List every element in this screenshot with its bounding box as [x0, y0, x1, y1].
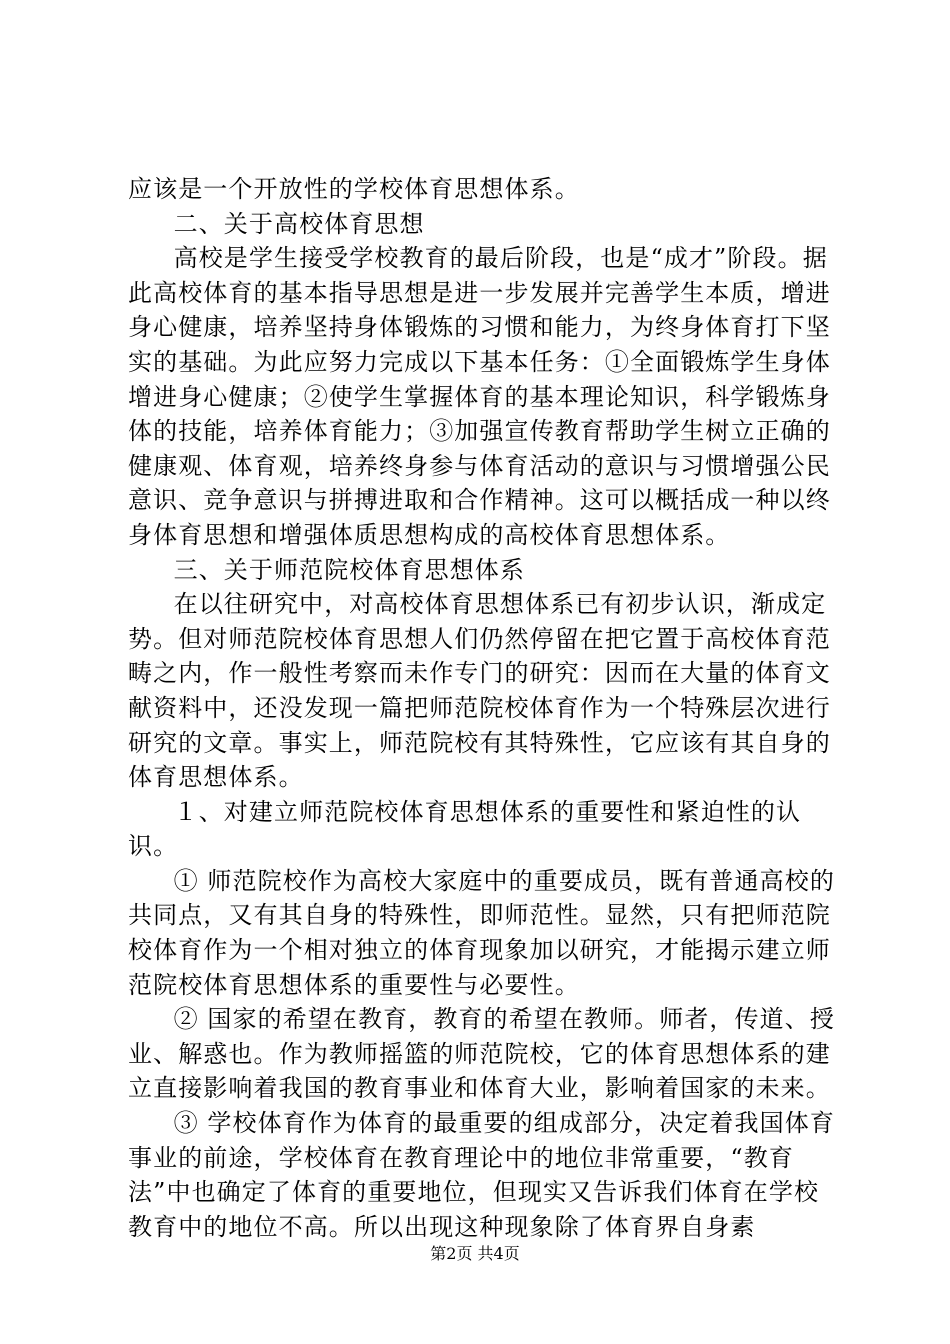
- list-item-3: ③ 学校体育作为体育的最重要的组成部分，决定着我国体育事业的前途，学校体育在教育理论中的地位非常重要，“教育法”中也确定了体育的重要地位，但现实又告诉我们体育在学校教育中的地位不高。所以出现这种现象除了体育界自身素: [128, 1109, 835, 1241]
- page-footer: [0, 1244, 950, 1264]
- subsection-heading-1: １、对建立师范院校体育思想体系的重要性和紧迫性的认识。: [128, 797, 802, 861]
- document-body: [128, 172, 840, 1244]
- paragraph-university-pe: 高校是学生接受学校教育的最后阶段，也是“成才”阶段。据此高校体育的基本指导思想是进一步发展并完善学生本质，增进身心健康，培养坚持身体锻炼的习惯和能力，为终身体育打下坚实的基础。为此应努力完成以下基本任务：①全面锻炼学生身体增进身心健康；②使学生掌握体育的基本理论知识，科学锻炼身体的技能，培养体育能力；③加强宣传教育帮助学生树立正确的健康观、体育观，培养终身参与体育活动的意识与习惯增强公民意识、竞争意识与拼搏进取和合作精神。这可以概括成一种以终身体育思想和增强体质思想构成的高校体育思想体系。: [128, 244, 831, 549]
- section-heading-3: 三、关于师范院校体育思想体系: [173, 555, 525, 584]
- list-item-2: ② 国家的希望在教育，教育的希望在教师。师者，传道、授业、解惑也。作为教师摇篮的师范院校，它的体育思想体系的建立直接影响着我国的教育事业和体育大业，影响着国家的未来。: [128, 1005, 835, 1103]
- section-heading-2: 二、关于高校体育思想: [173, 209, 425, 238]
- paragraph-continuation: 应该是一个开放性的学校体育思想体系。: [128, 175, 580, 203]
- page-number-label: 第2页 共4页: [430, 1244, 520, 1263]
- paragraph-normal-college-pe: 在以往研究中，对高校体育思想体系已有初步认识，渐成定势。但对师范院校体育思想人们仍然停留在把它置于高校体育范畴之内，作一般性考察而未作专门的研究：因而在大量的体育文献资料中，还没发现一篇把师范院校体育作为一个特殊层次进行研究的文章。事实上，师范院校有其特殊性，它应该有其自身的体育思想体系。: [128, 590, 831, 792]
- list-item-1: ① 师范院校作为高校大家庭中的重要成员，既有普通高校的共同点，又有其自身的特殊性，即师范性。显然，只有把师范院校体育作为一个相对独立的体育现象加以研究，才能揭示建立师范院校体育思想体系的重要性与必要性。: [128, 866, 835, 999]
